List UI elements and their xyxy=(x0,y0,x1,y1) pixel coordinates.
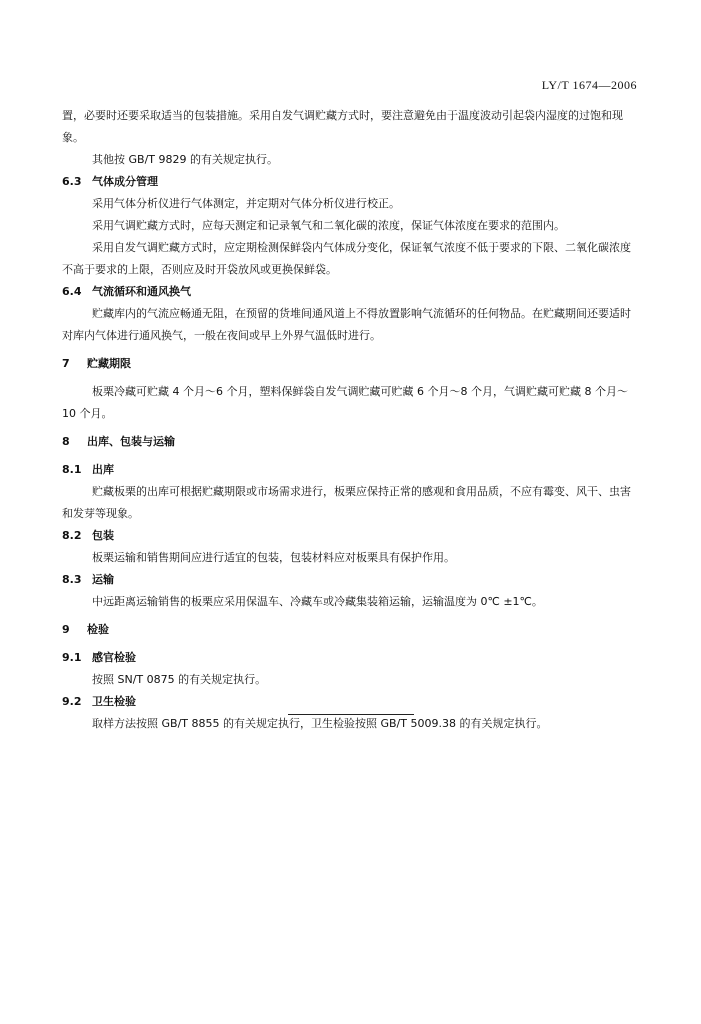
section-title: 气体成分管理 xyxy=(92,175,158,188)
paragraph: 取样方法按照 GB/T 8855 的有关规定执行，卫生检验按照 GB/T 5009.38 的有关规定执行。 xyxy=(92,717,548,730)
paragraph: 贮藏板栗的出库可根据贮藏期限或市场需求进行，板栗应保持正常的感观和食用品质，不应有霉变、风干、虫害和发芽等现象。 xyxy=(62,485,631,520)
paragraph: 采用自发气调贮藏方式时，应定期检测保鲜袋内气体成分变化，保证氧气浓度不低于要求的下限、二氧化碳浓度不高于要求的上限，否则应及时开袋放风或更换保鲜袋。 xyxy=(62,241,631,276)
paragraph: 置，必要时还要采取适当的包装措施。采用自发气调贮藏方式时，要注意避免由于温度波动引起袋内湿度的过饱和现象。 xyxy=(62,109,623,144)
chapter-number: 9 xyxy=(62,623,70,636)
paragraph: 按照 SN/T 0875 的有关规定执行。 xyxy=(92,673,267,686)
section-heading xyxy=(62,569,638,591)
section-heading xyxy=(62,459,638,481)
section-title: 气流循环和通风换气 xyxy=(92,285,191,298)
chapter-title: 贮藏期限 xyxy=(87,357,131,370)
paragraph: 板栗冷藏可贮藏 4 个月～6 个月，塑料保鲜袋自发气调贮藏可贮藏 6 个月～8 个月，气调贮藏可贮藏 8 个月～10 个月。 xyxy=(62,385,628,420)
paragraph: 采用气调贮藏方式时，应每天测定和记录氧气和二氧化碳的浓度，保证气体浓度在要求的范围内。 xyxy=(92,219,565,232)
section-title: 感官检验 xyxy=(92,651,136,664)
section-heading xyxy=(62,691,638,713)
section-title: 运输 xyxy=(92,573,114,586)
section-heading xyxy=(62,171,638,193)
section-heading xyxy=(62,647,638,669)
document-body xyxy=(62,105,638,735)
chapter-number: 7 xyxy=(62,357,70,370)
section-number: 8.1 xyxy=(62,463,82,476)
section-number: 9.2 xyxy=(62,695,82,708)
section-heading xyxy=(62,281,638,303)
paragraph: 采用气体分析仪进行气体测定，并定期对气体分析仪进行校正。 xyxy=(92,197,400,210)
paragraph: 板栗运输和销售期间应进行适宜的包装，包装材料应对板栗具有保护作用。 xyxy=(92,551,455,564)
section-title: 包装 xyxy=(92,529,114,542)
paragraph: 贮藏库内的气流应畅通无阻，在预留的货堆间通风道上不得放置影响气流循环的任何物品。在贮藏期间还要适时对库内气体进行通风换气，一般在夜间或早上外界气温低时进行。 xyxy=(62,307,631,342)
section-number: 8.2 xyxy=(62,529,82,542)
section-number: 8.3 xyxy=(62,573,82,586)
chapter-heading xyxy=(62,431,638,453)
end-rule xyxy=(288,714,414,715)
section-title: 出库 xyxy=(92,463,114,476)
chapter-heading xyxy=(62,353,638,375)
chapter-title: 检验 xyxy=(87,623,109,636)
section-number: 6.4 xyxy=(62,285,82,298)
section-heading xyxy=(62,525,638,547)
paragraph: 其他按 GB/T 9829 的有关规定执行。 xyxy=(92,153,278,166)
chapter-heading xyxy=(62,619,638,641)
paragraph: 中远距离运输销售的板栗应采用保温车、冷藏车或冷藏集装箱运输，运输温度为 0℃ ±1℃。 xyxy=(92,595,543,608)
standard-code: LY/T 1674—2006 xyxy=(541,78,637,92)
section-title: 卫生检验 xyxy=(92,695,136,708)
chapter-number: 8 xyxy=(62,435,70,448)
section-number: 6.3 xyxy=(62,175,82,188)
section-number: 9.1 xyxy=(62,651,82,664)
chapter-title: 出库、包装与运输 xyxy=(87,435,175,448)
